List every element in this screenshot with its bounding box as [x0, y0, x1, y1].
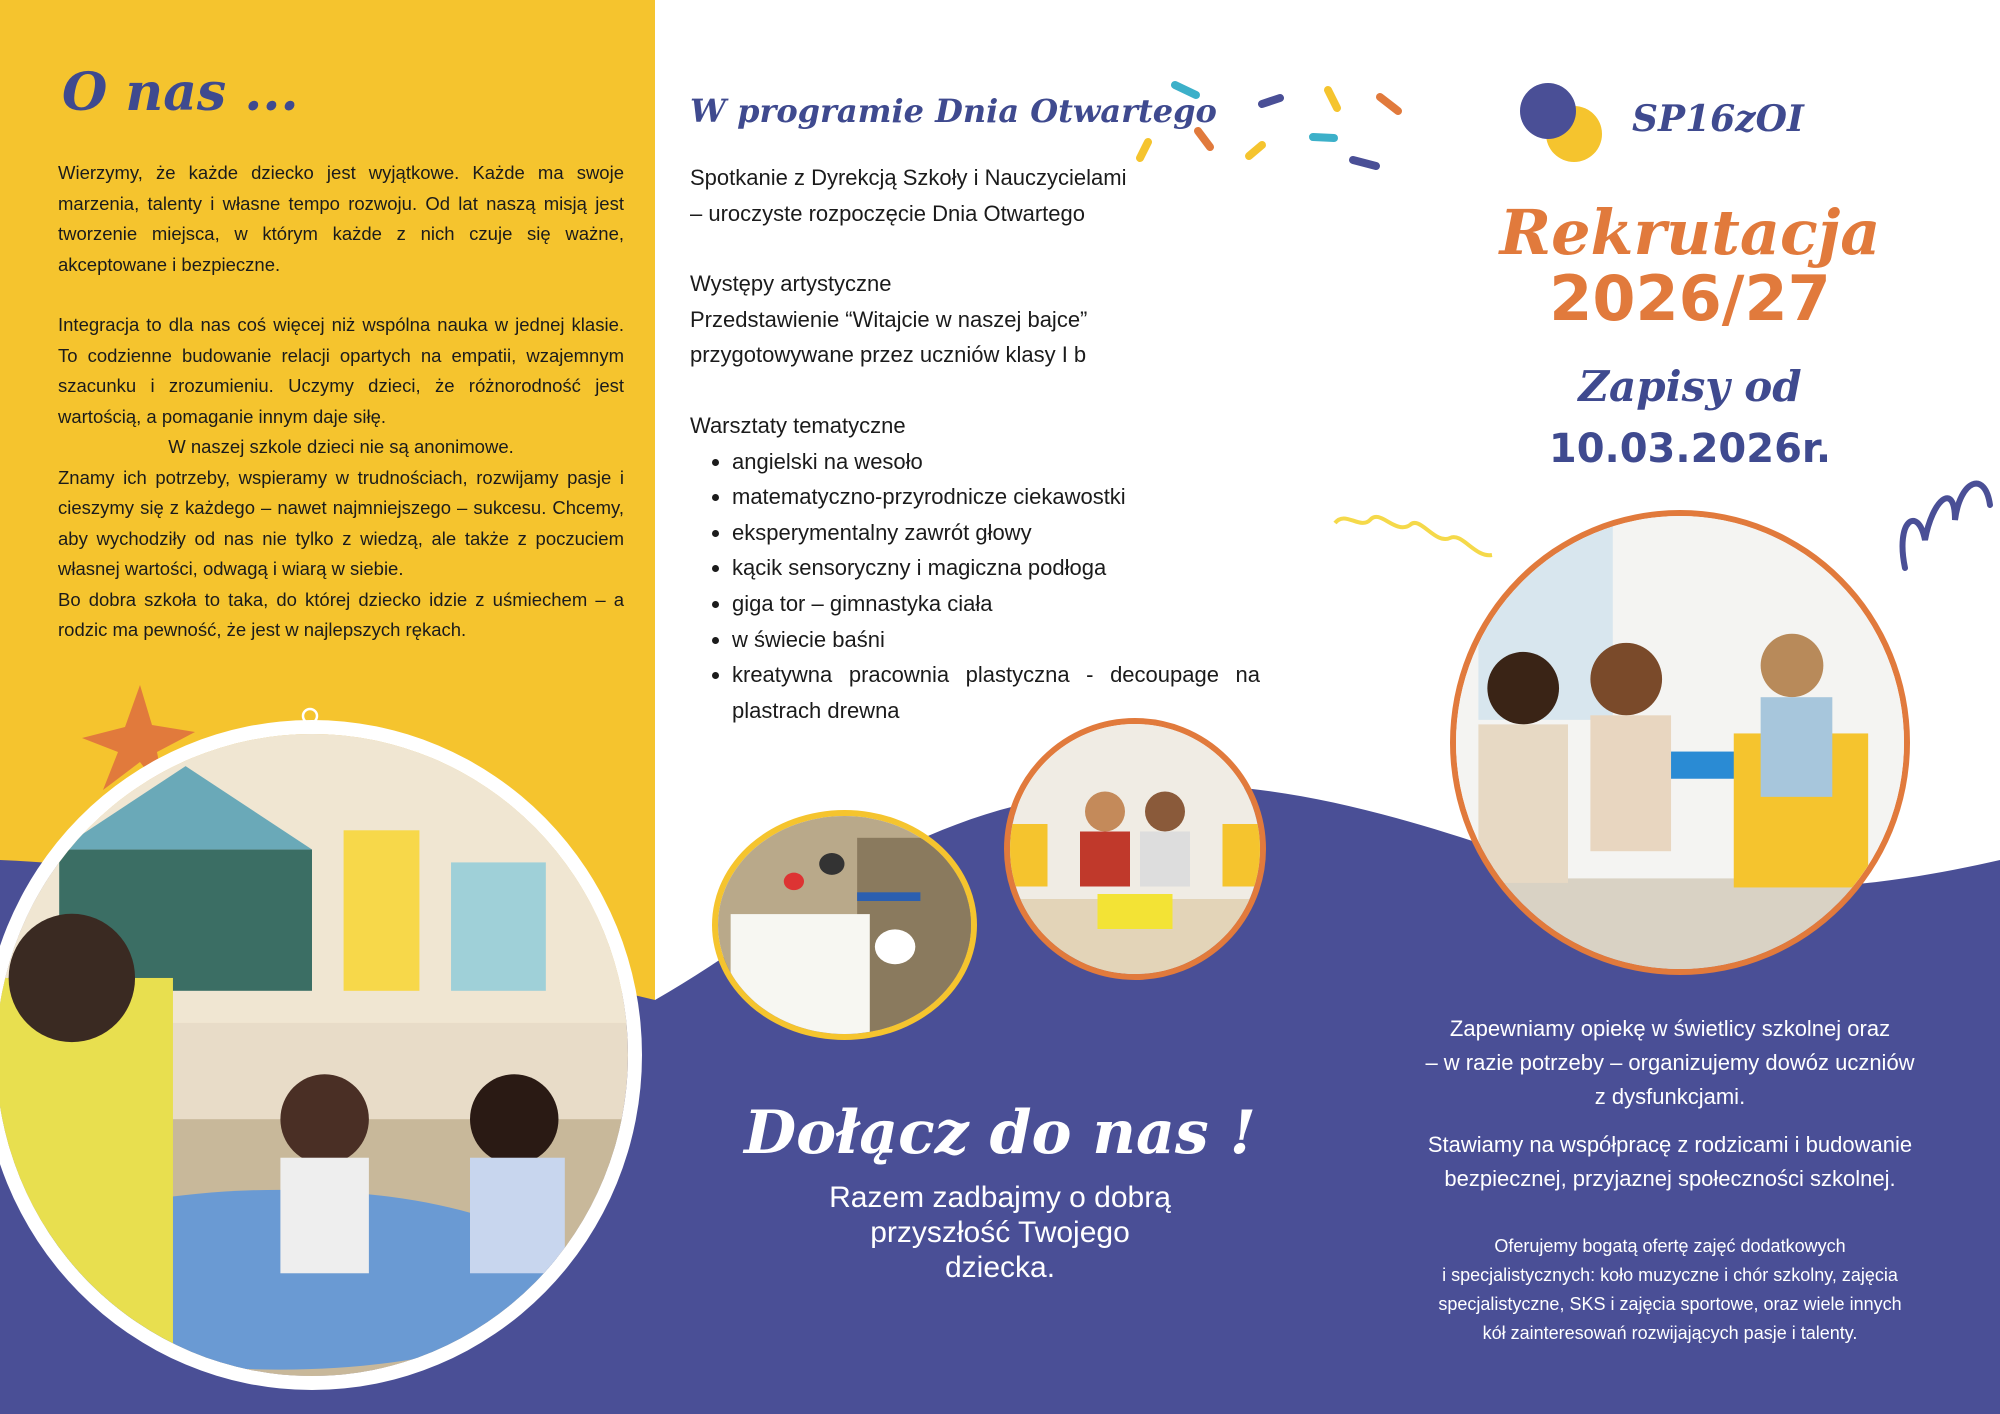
yellow-squiggle-decoration	[1335, 517, 1492, 555]
logo-navy-circle	[1520, 83, 1576, 139]
care-line: Zapewniamy opiekę w świetlicy szkolnej oraz	[1449, 1016, 1891, 1041]
workshop-item: • matematyczno-przyrodnicze ciekawostki	[732, 479, 1260, 515]
recruitment-word: Rekrutacja	[1499, 196, 1881, 269]
offer-line: specjalistyczne, SKS i zajęcia sportowe, oraz wiele innych	[1438, 1294, 1902, 1314]
program-item-performance-detail: przygotowywane przez uczniów klasy I b	[690, 342, 1087, 368]
enrollment-label: Zapisy od	[1578, 362, 1802, 411]
join-us-subtitle	[760, 1180, 1240, 1285]
workshop-item: • eksperymentalny zawrót głowy	[732, 515, 1260, 551]
workshop-item: • kącik sensoryczny i magiczna podłoga	[732, 550, 1260, 586]
about-title: O nas ...	[62, 62, 299, 123]
cooperation-line: Stawiamy na współpracę z rodzicami i budowanie	[1427, 1132, 1913, 1157]
about-paragraph: W naszej szkole dzieci nie są anonimowe.	[168, 436, 514, 457]
school-hashtag: SP16zOI	[1632, 98, 1804, 140]
recruitment-title	[1480, 196, 1900, 335]
program-item-meeting-detail: – uroczyste rozpoczęcie Dnia Otwartego	[690, 200, 1085, 226]
about-paragraph: Znamy ich potrzeby, wspieramy w trudnościach, rozwijamy pasje i cieszymy się z każdego – nawet najmniejszego – sukcesu. Chcemy, aby wychodziły od nas nie tylko z wiedzą, ale także z poczuciem własnej wartości, odwagą i wiarą w siebie.	[58, 466, 624, 579]
join-us-line: przyszłość Twojego	[870, 1216, 1130, 1249]
care-line: z dysfunkcjami.	[1594, 1084, 1746, 1109]
workshop-item: • kreatywna pracownia plastyczna - decoupage na plastrach drewna	[732, 657, 1260, 728]
join-us-line: dziecka.	[944, 1251, 1056, 1284]
cooperation-info	[1380, 1128, 1960, 1196]
about-paragraph: Bo dobra szkoła to taka, do której dziecko idzie z uśmiechem – a rodzic ma pewność, że jest w najlepszych rękach.	[58, 588, 624, 640]
care-info	[1380, 1012, 1960, 1114]
join-us-line: Razem zadbajmy o dobrą	[829, 1181, 1171, 1214]
program-item-meeting: Spotkanie z Dyrekcją Szkoły i Nauczycielami	[690, 165, 1127, 190]
classroom-photo-large	[0, 720, 642, 1390]
about-paragraph: Wierzymy, że każde dziecko jest wyjątkowe. Każde ma swoje marzenia, talenty i własne tempo rozwoju. Od lat naszą misją jest tworzenie miejsca, w którym każde z nich czuje się ważne, akceptowane i bezpieczne.	[58, 162, 624, 275]
art-workshop-photo	[712, 810, 977, 1040]
program-title: W programie Dnia Otwartego	[690, 92, 1217, 130]
workshop-item: • w świecie baśni	[732, 622, 1260, 658]
cooperation-line: bezpiecznej, przyjaznej społeczności szkolnej.	[1444, 1166, 1896, 1191]
join-us-title: Dołącz do nas !	[744, 1098, 1256, 1168]
offer-info	[1380, 1232, 1960, 1348]
children-eating-photo	[1450, 510, 1910, 975]
navy-squiggle-decoration	[1903, 484, 1990, 568]
recruitment-year: 2026/27	[1549, 262, 1831, 335]
program-item-performances: Występy artystyczne	[690, 271, 892, 297]
offer-line: kół zainteresowań rozwijających pasje i talenty.	[1482, 1323, 1858, 1343]
offer-line: Oferujemy bogatą ofertę zajęć dodatkowych	[1494, 1236, 1846, 1256]
offer-line: i specjalistycznych: koło muzyczne i chór szkolny, zajęcia	[1442, 1265, 1898, 1285]
program-item-performance-title: Przedstawienie “Witajcie w naszej bajce”	[690, 306, 1088, 332]
workshop-item: • angielski na wesoło	[732, 444, 1260, 480]
workshop-item: • giga tor – gimnastyka ciała	[732, 586, 1260, 622]
care-line: – w razie potrzeby – organizujemy dowóz uczniów	[1425, 1050, 1915, 1075]
workshops-heading: Warsztaty tematyczne	[690, 412, 906, 438]
enrollment-date: 10.03.2026r.	[1548, 426, 1832, 472]
about-paragraph: Integracja to dla nas coś więcej niż wspólna nauka w jednej klasie. To codzienne budowanie relacji opartych na empatii, wzajemnym szacunku i zrozumieniu. Uczymy dzieci, że różnorodność jest wartością, a pomaganie innym daje siłę.	[58, 314, 624, 427]
about-text	[58, 158, 624, 646]
workshops-list	[690, 444, 1260, 729]
program-list	[690, 160, 1260, 728]
boys-playing-photo	[1004, 718, 1266, 980]
